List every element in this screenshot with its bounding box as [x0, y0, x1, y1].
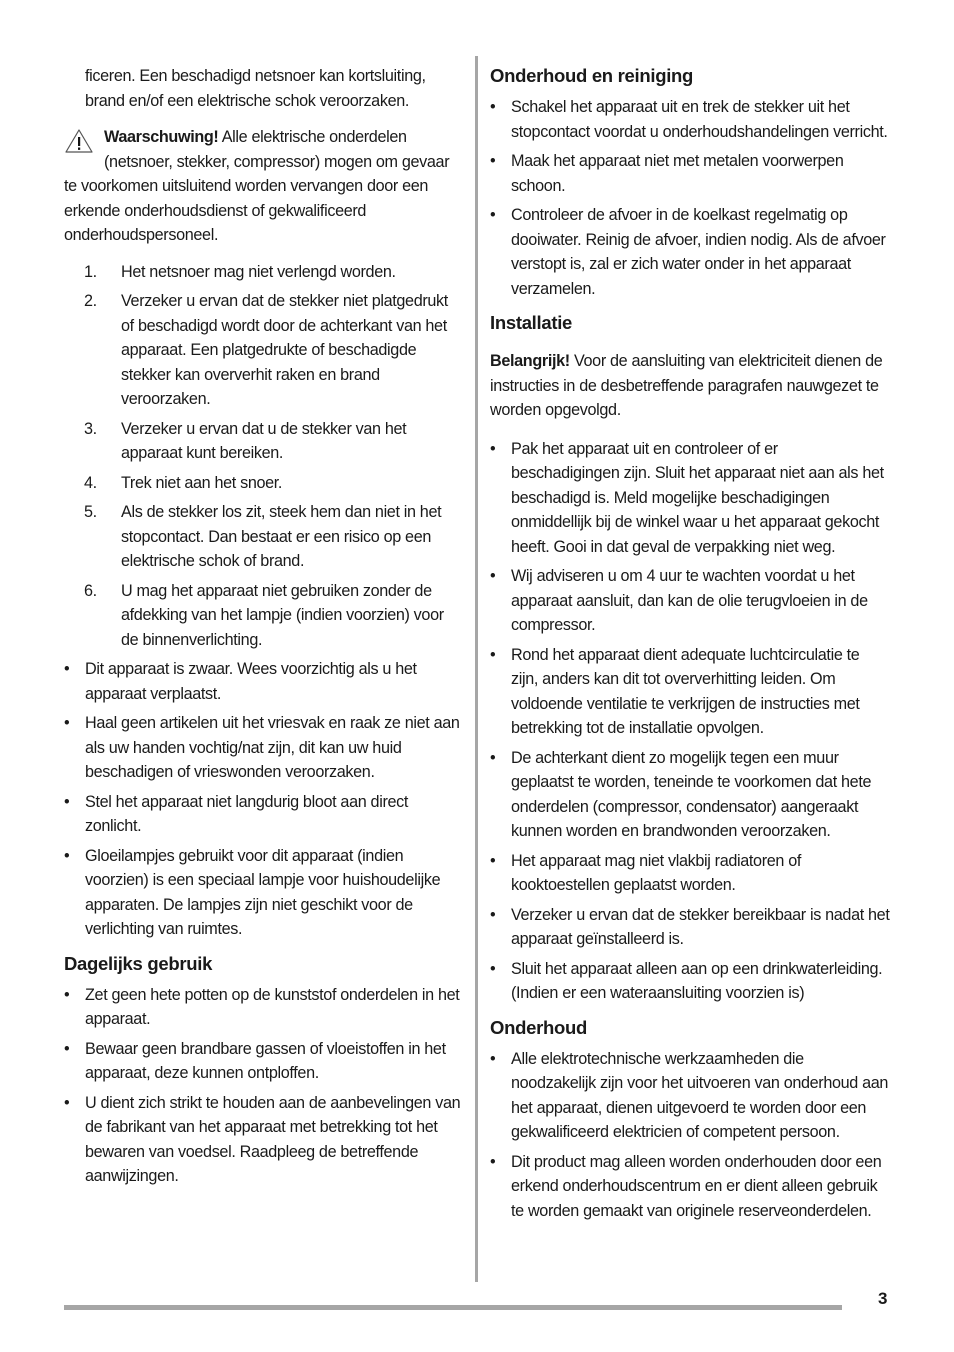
daily-use-list: [64, 983, 464, 1189]
important-label: Belangrijk!: [490, 352, 570, 370]
footer-rule: [64, 1305, 842, 1310]
list-item: [64, 1091, 464, 1189]
bullet-icon: •: [490, 98, 496, 116]
list-item-text: Pak het apparaat uit en controleer of er beschadigingen zijn. Sluit het apparaat niet aan als het beschadigd is. Meld mogelijke beschadigingen onmiddellijk bij de winkel waar u het apparaat gekocht heeft. Gooi in dat geval de verpakking niet weg.: [511, 439, 884, 556]
item-text: Verzeker u ervan dat u de stekker van het apparaat kunt bereiken.: [121, 419, 407, 462]
bullet-icon: •: [64, 1039, 70, 1058]
list-item-text: Dit apparaat is zwaar. Wees voorzichtig als u het apparaat verplaatst.: [85, 660, 417, 703]
item-text: Als de stekker los zit, steek hem dan niet in het stopcontact. Dan bestaat er een risico op een elektrische schok of brand.: [121, 503, 442, 570]
list-item: [490, 437, 890, 560]
numbered-item: [64, 471, 464, 496]
list-item-text: Alle elektrotechnische werkzaamheden die noodzakelijk zijn voor het uitvoeren van onderhoud aan het apparaat, dienen uitgevoerd te worden door een gekwalificeerd elektricien of competent persoon.: [511, 1049, 889, 1141]
item-text: Het netsnoer mag niet verlengd worden.: [121, 262, 396, 281]
right-column: [490, 64, 890, 1228]
bullet-icon: •: [64, 792, 70, 811]
list-item: [64, 983, 464, 1032]
left-column: [64, 64, 464, 1194]
bullet-icon: •: [64, 714, 70, 732]
list-item: [490, 1150, 890, 1224]
list-item-text: Controleer de afvoer in de koelkast regelmatig op dooiwater. Reinig de afvoer, indien nodig. Als de afvoer verstopt is, zal er zich water onder in het apparaat verzamelen.: [511, 206, 886, 298]
list-item: [490, 203, 890, 301]
item-number: 3.: [84, 419, 97, 438]
item-text: Trek niet aan het snoer.: [121, 473, 283, 492]
item-number: 4.: [84, 473, 97, 492]
section-heading-installation: Installatie: [490, 312, 573, 333]
warning-triangle-icon: [64, 128, 94, 154]
list-item-text: Verzeker u ervan dat de stekker bereikbaar is nadat het apparaat geïnstalleerd is.: [511, 905, 890, 948]
bullet-icon: •: [490, 1049, 496, 1068]
list-item-text: Rond het apparaat dient adequate luchtcirculatie te zijn, anders kan dit tot oververhitting leiden. Om voldoende ventilatie te verkrijgen de instructies met betrekking tot de installatie opvolgen.: [511, 645, 860, 737]
safety-bullet-list: [64, 657, 464, 942]
page-number: 3: [878, 1289, 888, 1308]
bullet-icon: •: [490, 748, 496, 767]
numbered-item: [64, 260, 464, 285]
list-item: [490, 95, 890, 144]
bullet-icon: •: [490, 959, 496, 978]
list-item-text: Zet geen hete potten op de kunststof onderdelen in het apparaat.: [85, 985, 460, 1028]
warning-text: Alle elektrische onderdelen (netsnoer, stekker, compressor) mogen om gevaar te voorkomen uitsluitend worden vervangen door een erkende onderhoudsdienst of gekwalificeerd onderhoudspersoneel.: [64, 128, 450, 244]
numbered-list: [64, 260, 464, 653]
list-item-text: Sluit het apparaat alleen aan op een drinkwaterleiding. (Indien er een wateraansluiting voorzien is): [511, 959, 883, 1002]
list-item: [64, 657, 464, 706]
list-item-text: Schakel het apparaat uit en trek de stekker uit het stopcontact voordat u onderhoudshandelingen verricht.: [511, 98, 888, 141]
bullet-icon: •: [490, 905, 496, 924]
numbered-item: [64, 289, 464, 412]
bullet-icon: •: [490, 851, 496, 870]
list-item-text: Gloeilampjes gebruikt voor dit apparaat (indien voorzien) is een speciaal lampje voor huishoudelijke apparaten. De lampjes zijn niet geschikt voor de verlichting van ruimtes.: [85, 846, 441, 938]
important-text: Voor de aansluiting van elektriciteit dienen de instructies in de desbetreffende paragrafen nauwgezet te worden opgevolgd.: [490, 352, 883, 419]
bullet-icon: •: [64, 846, 70, 865]
maintenance-list: [490, 1047, 890, 1224]
bullet-icon: •: [490, 439, 496, 458]
bullet-icon: •: [64, 660, 70, 678]
list-item: [64, 844, 464, 942]
list-item-text: De achterkant dient zo mogelijk tegen een muur geplaatst te worden, teneinde te voorkomen dat hete onderdelen (compressor, condensator) aangeraakt kunnen worden en brandwonden veroorzaken.: [511, 748, 872, 840]
list-item-text: Wij adviseren u om 4 uur te wachten voordat u het apparaat aansluit, dan kan de olie terugvloeien in de compressor.: [511, 567, 868, 634]
item-number: 2.: [84, 292, 97, 310]
list-item: [490, 149, 890, 198]
list-item-text: Stel het apparaat niet langdurig bloot aan direct zonlicht.: [85, 792, 409, 835]
list-item-text: Dit product mag alleen worden onderhouden door een erkend onderhoudscentrum en er dient alleen gebruik te worden gemaakt van originele reserveonderdelen.: [511, 1152, 882, 1220]
intro-paragraph: ficeren. Een beschadigd netsnoer kan kortsluiting, brand en/of een elektrische schok veroorzaken.: [85, 67, 426, 110]
list-item: [490, 903, 890, 952]
warning-label: Waarschuwing!: [104, 128, 219, 146]
numbered-item: [64, 417, 464, 466]
list-item: [490, 643, 890, 741]
bullet-icon: •: [64, 985, 70, 1004]
installation-list: [490, 437, 890, 1006]
list-item: [64, 790, 464, 839]
item-text: Verzeker u ervan dat de stekker niet platgedrukt of beschadigd wordt door de achterkant van het apparaat. Een platgedrukte of beschadigde stekker kan oververhit raken en brand veroorzaken.: [121, 292, 448, 408]
list-item: [490, 849, 890, 898]
numbered-item: [64, 579, 464, 653]
bullet-icon: •: [490, 645, 496, 664]
bullet-icon: •: [490, 1152, 496, 1171]
bullet-icon: •: [64, 1093, 70, 1112]
item-number: 6.: [84, 581, 97, 600]
list-item: [64, 1037, 464, 1086]
section-heading-maintenance: Onderhoud: [490, 1016, 587, 1038]
list-item-text: U dient zich strikt te houden aan de aanbevelingen van de fabrikant van het apparaat met betrekking tot het bewaren van voedsel. Raadpleeg de betreffende aanwijzingen.: [85, 1093, 461, 1185]
list-item-text: Maak het apparaat niet met metalen voorwerpen schoon.: [511, 152, 844, 195]
column-divider: [475, 56, 478, 1282]
bullet-icon: •: [490, 206, 496, 224]
list-item-text: Bewaar geen brandbare gassen of vloeistoffen in het apparaat, deze kunnen ontploffen.: [85, 1039, 446, 1082]
list-item: [490, 746, 890, 844]
cleaning-list: [490, 95, 890, 301]
bullet-icon: •: [490, 152, 496, 170]
list-item: [64, 711, 464, 785]
important-note: [490, 349, 890, 423]
item-number: 5.: [84, 503, 97, 521]
section-heading-daily-use: Dagelijks gebruik: [64, 952, 213, 974]
list-item-text: Haal geen artikelen uit het vriesvak en raak ze niet aan als uw handen vochtig/nat zijn, dit kan uw huid beschadigen of vrieswonden veroorzaken.: [85, 714, 460, 781]
numbered-item: [64, 500, 464, 574]
bullet-icon: •: [490, 567, 496, 585]
item-number: 1.: [84, 262, 97, 281]
item-text: U mag het apparaat niet gebruiken zonder de afdekking van het lampje (indien voorzien) voor de binnenverlichting.: [121, 581, 444, 649]
list-item: [490, 957, 890, 1006]
warning-block: [64, 125, 464, 248]
list-item-text: Het apparaat mag niet vlakbij radiatoren of kooktoestellen geplaatst worden.: [511, 851, 801, 894]
list-item: [490, 564, 890, 638]
section-heading-cleaning: Onderhoud en reiniging: [490, 65, 694, 86]
list-item: [490, 1047, 890, 1145]
